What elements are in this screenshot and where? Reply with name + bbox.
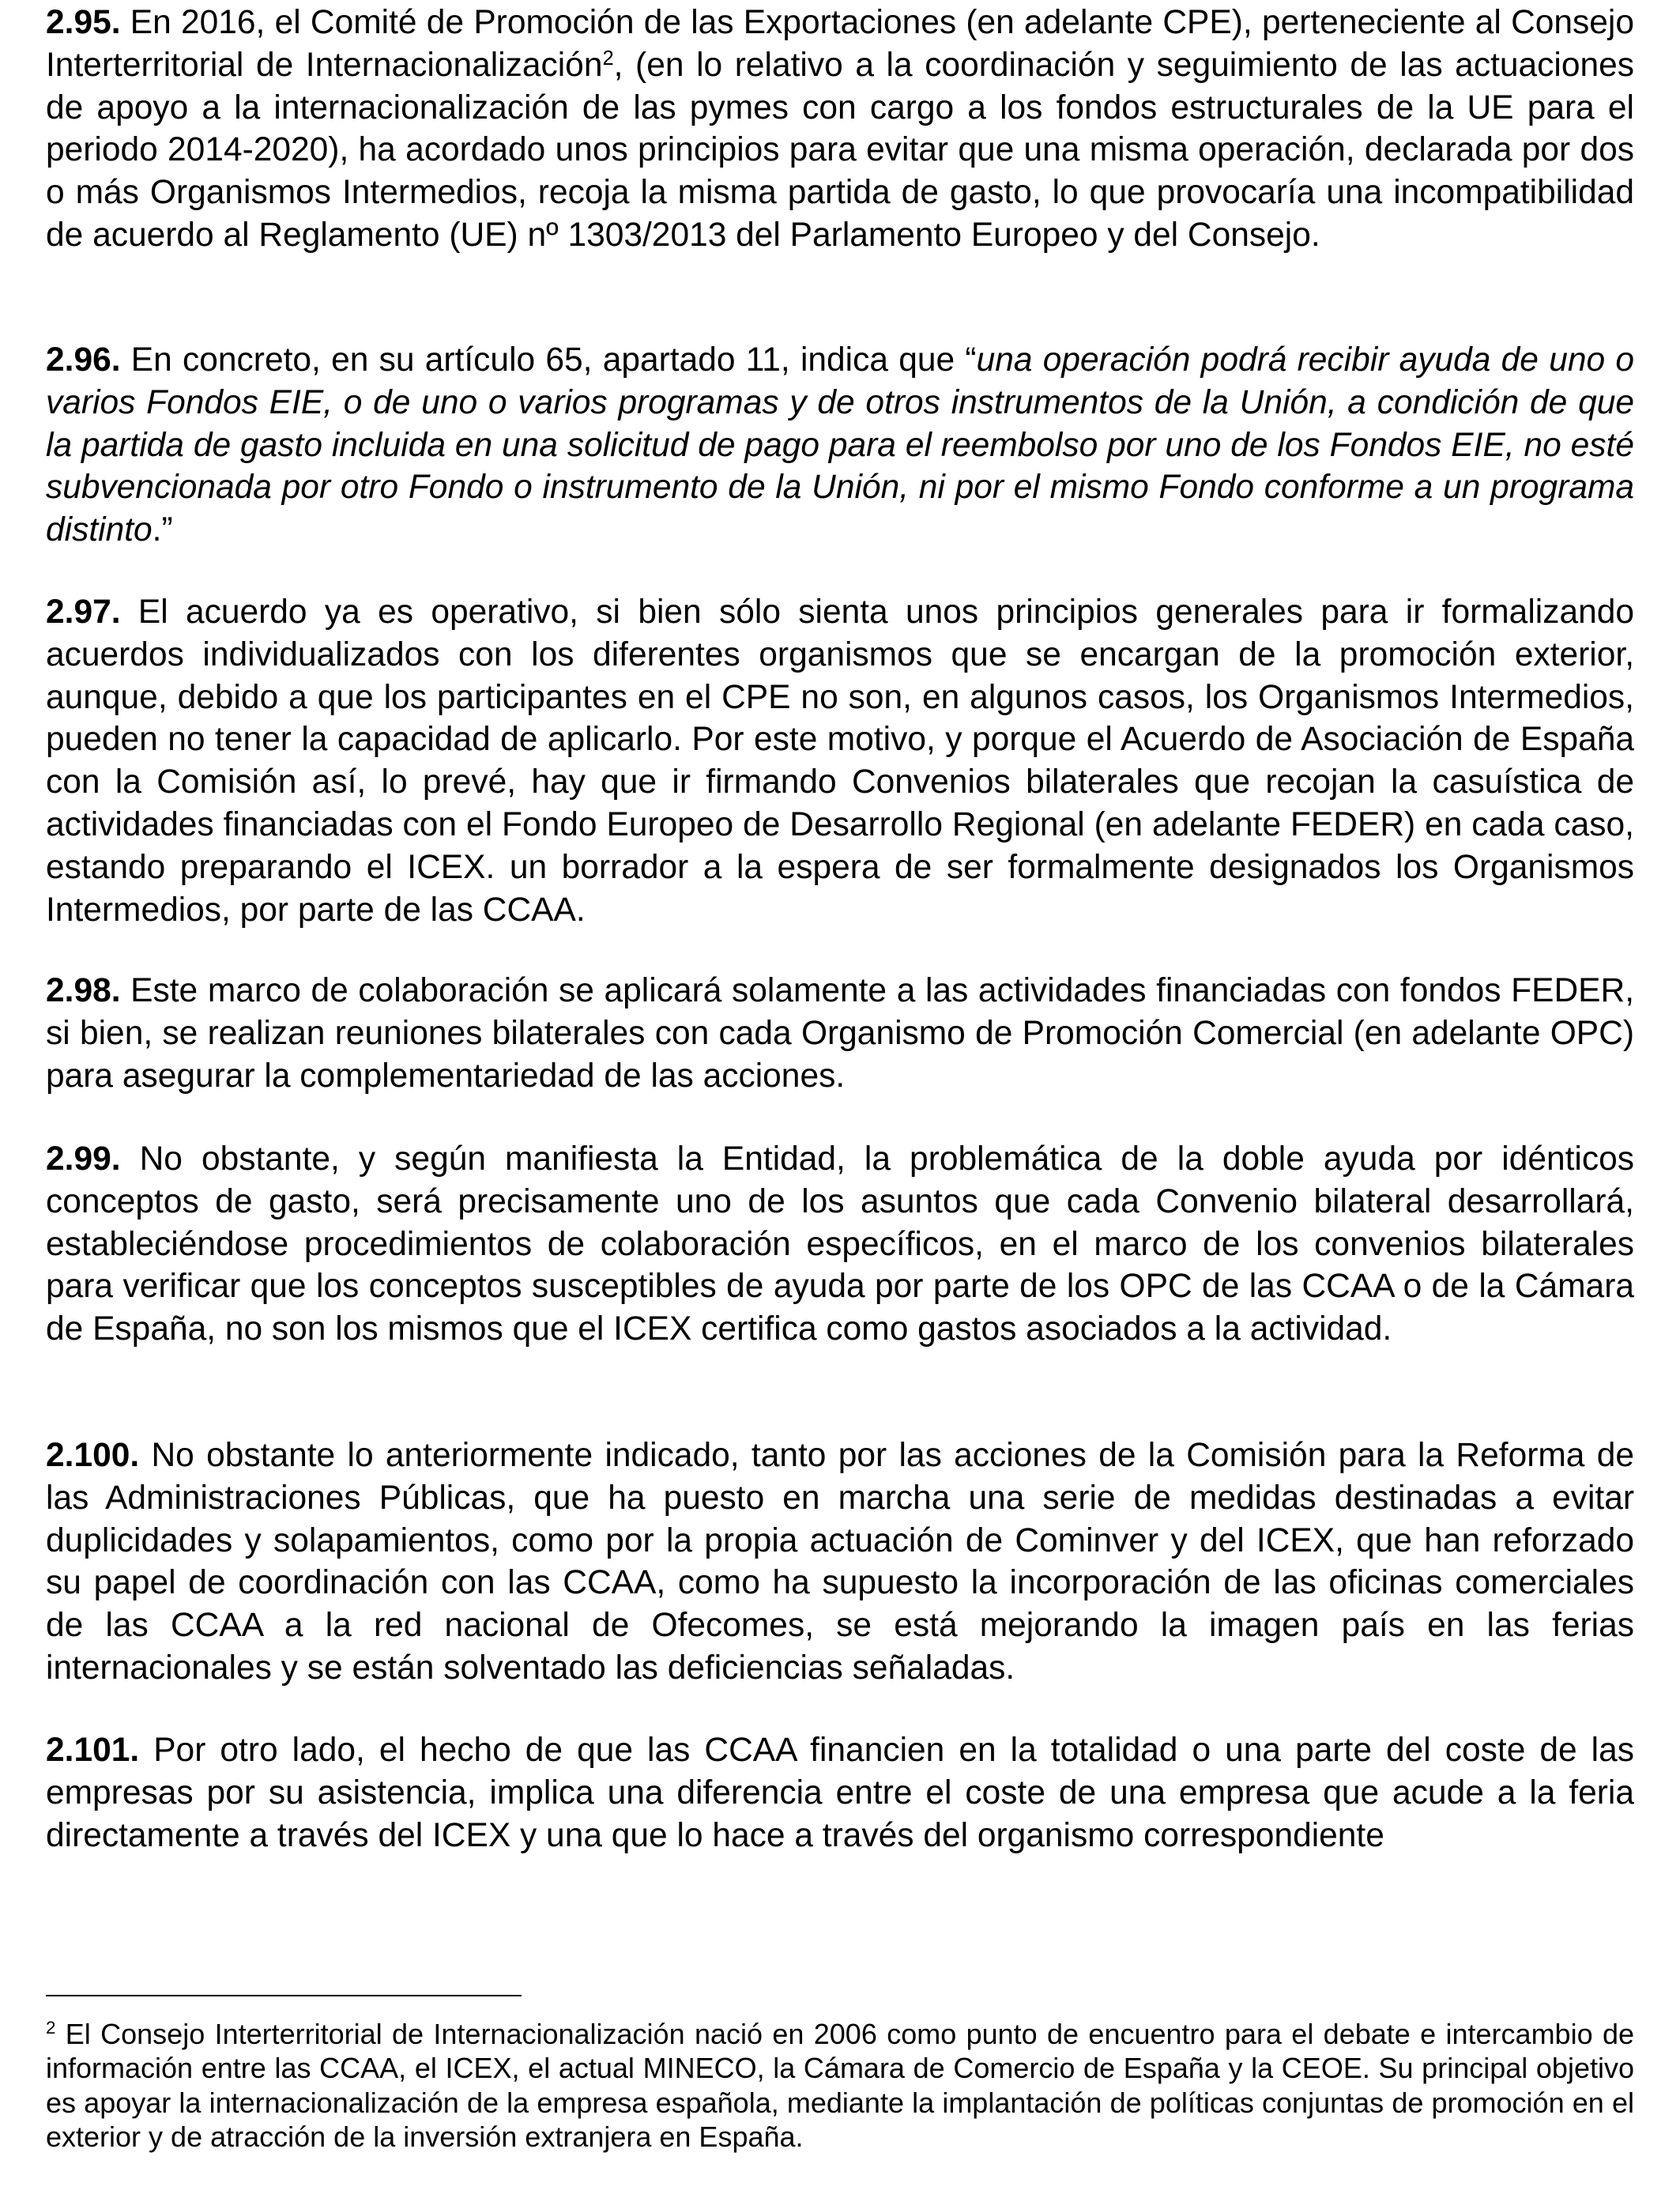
- paragraph-text: Este marco de colaboración se aplicará solamente a las actividades financiadas con fondos FEDER, si bien, se realizan reuniones bilaterales con cada Organismo de Promoción Comercial (en adelante OPC) para asegurar la complementariedad de las acciones.: [46, 972, 1634, 1095]
- footnote: [46, 2017, 1634, 2154]
- paragraph-2-99: [46, 1138, 1634, 1351]
- paragraph-text: En concreto, en su artículo 65, apartado 11, indica que “: [120, 341, 977, 379]
- footnote-marker: 2: [46, 2017, 56, 2038]
- paragraph-number: 2.100.: [46, 1437, 140, 1474]
- paragraph-number: 2.99.: [46, 1140, 121, 1178]
- paragraph-text-continued: , (en lo relativo a la coordinación y seguimiento de las actuaciones de apoyo a la internacionalización de las pymes con cargo a los fondos estructurales de la UE para el periodo 2014-2020), ha acordado unos principios para evitar que una misma operación, declarada por dos o más Organismos Intermedios, recoja la misma partida de gasto, lo que provocaría una incompatibilidad de acuerdo al Reglamento (UE) nº 1303/2013 del Parlamento Europeo y del Consejo.: [46, 46, 1634, 254]
- paragraph-2-98: [46, 970, 1634, 1097]
- footnote-reference[interactable]: 2: [602, 47, 614, 70]
- regulation-quote: una operación podrá recibir ayuda de uno o varios Fondos EIE, o de uno o varios programas y de otros instrumentos de la Unión, a condición de que la partida de gasto incluida en una solicitud de pago para el reembolso por uno de los Fondos EIE, no esté subvencionada por otro Fondo o instrumento de la Unión, ni por el mismo Fondo conforme a un programa distinto: [46, 341, 1634, 549]
- paragraph-2-100: [46, 1434, 1634, 1690]
- paragraph-2-96: [46, 339, 1634, 552]
- paragraph-number: 2.95.: [46, 4, 121, 41]
- paragraph-text: No obstante, y según manifiesta la Entidad, la problemática de la doble ayuda por idénticos conceptos de gasto, será precisamente uno de los asuntos que cada Convenio bilateral desarrollará, estableciéndose procedimientos de colaboración específicos, en el marco de los convenios bilaterales para verificar que los conceptos susceptibles de ayuda por parte de los OPC de las CCAA o de la Cámara de España, no son los mismos que el ICEX certifica como gastos asociados a la actividad.: [46, 1140, 1634, 1348]
- paragraph-2-95: [46, 2, 1634, 257]
- paragraph-number: 2.97.: [46, 594, 121, 631]
- paragraph-number: 2.96.: [46, 341, 121, 379]
- footnote-text: El Consejo Interterritorial de Internacionalización nació en 2006 como punto de encuentro para el debate e intercambio de información entre las CCAA, el ICEX, el actual MINECO, la Cámara de Comercio de España y la CEOE. Su principal objetivo es apoyar la internacionalización de la empresa española, mediante la implantación de políticas conjuntas de promoción en el exterior y de atracción de la inversión extranjera en España.: [46, 2018, 1634, 2154]
- footnote-separator: [46, 1995, 522, 1996]
- paragraph-2-97: [46, 591, 1634, 931]
- paragraph-number: 2.101.: [46, 1732, 140, 1769]
- paragraph-number: 2.98.: [46, 972, 121, 1009]
- paragraph-2-101: [46, 1729, 1634, 1857]
- paragraph-text: El acuerdo ya es operativo, si bien sólo sienta unos principios generales para ir formalizando acuerdos individualizados con los diferentes organismos que se encargan de la promoción exterior, aunque, debido a que los participantes en el CPE no son, en algunos casos, los Organismos Intermedios, pueden no tener la capacidad de aplicarlo. Por este motivo, y porque el Acuerdo de Asociación de España con la Comisión así, lo prevé, hay que ir firmando Convenios bilaterales que recojan la casuística de actividades financiadas con el Fondo Europeo de Desarrollo Regional (en adelante FEDER) en cada caso, estando preparando el ICEX. un borrador a la espera de ser formalmente designados los Organismos Intermedios, por parte de las CCAA.: [46, 594, 1634, 929]
- paragraph-text: En 2016, el Comité de Promoción de las Exportaciones (en adelante CPE), perteneciente al Consejo Interterritorial de Internacionalización: [46, 4, 1634, 84]
- paragraph-text-continued: .”: [152, 511, 173, 549]
- paragraph-text: Por otro lado, el hecho de que las CCAA financien en la totalidad o una parte del coste de las empresas por su asistencia, implica una diferencia entre el coste de una empresa que acude a la feria directamente a través del ICEX y una que lo hace a través del organismo correspondiente: [46, 1732, 1634, 1854]
- paragraph-text: No obstante lo anteriormente indicado, tanto por las acciones de la Comisión para la Reforma de las Administraciones Públicas, que ha puesto en marcha una serie de medidas destinadas a evitar duplicidades y solapamientos, como por la propia actuación de Cominver y del ICEX, que han reforzado su papel de coordinación con las CCAA, como ha supuesto la incorporación de las oficinas comerciales de las CCAA a la red nacional de Ofecomes, se está mejorando la imagen país en las ferias internacionales y se están solventado las deficiencias señaladas.: [46, 1437, 1634, 1687]
